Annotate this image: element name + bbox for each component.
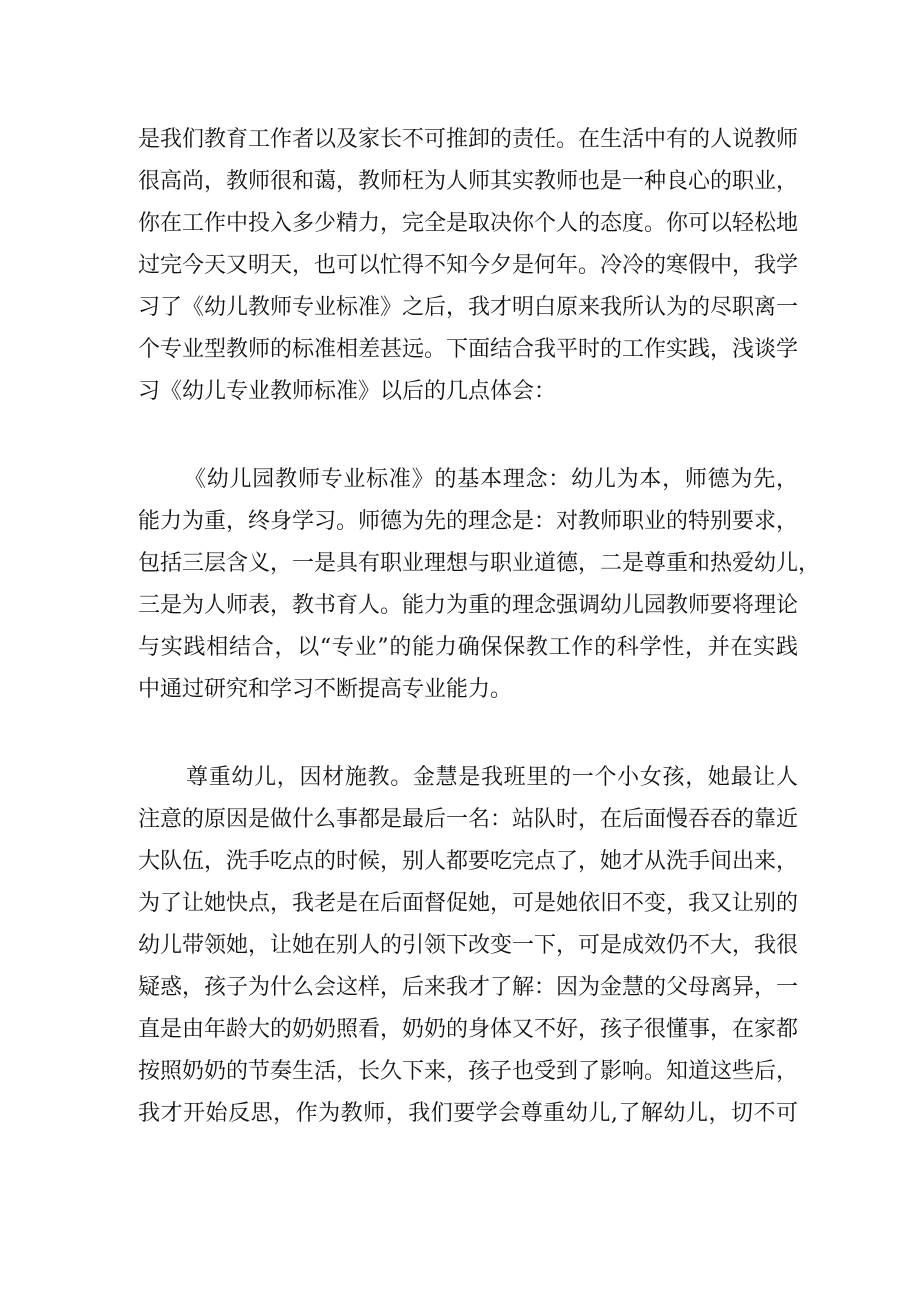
- text-line: 按照奶奶的节奏生活，长久下来，孩子也受到了影响。知道这些后，: [138, 1059, 799, 1084]
- text-line: 大队伍，洗手吃点的时候，别人都要吃完点了，她才从洗手间出来，: [138, 849, 799, 874]
- text-line: 很高尚，教师很和蔼，教师枉为人师其实教师也是一种良心的职业，: [138, 169, 799, 194]
- text-line: 与实践相结合，以“专业”的能力确保保教工作的科学性，并在实践: [138, 635, 798, 660]
- text-line: 习了《幼儿教师专业标准》之后，我才明白原来我所认为的尽职离一: [138, 295, 799, 320]
- paragraph-responsibility: [138, 119, 798, 413]
- text-line: 《幼儿园教师专业标准》的基本理念：幼儿为本，师德为先，: [184, 467, 798, 492]
- text-line: 个专业型教师的标准相差甚远。下面结合我平时的工作实践，浅谈学: [138, 337, 799, 362]
- text-line: 我才开始反思，作为教师，我们要学会尊重幼儿,了解幼儿，切不可: [138, 1101, 798, 1126]
- text-line: 是我们教育工作者以及家长不可推卸的责任。在生活中有的人说教师: [138, 127, 799, 152]
- text-line: 三是为人师表，教书育人。能力为重的理念强调幼儿园教师要将理论: [138, 593, 799, 618]
- text-line: 注意的原因是做什么事都是最后一名：站队时，在后面慢吞吞的靠近: [138, 807, 799, 832]
- text-line: 中通过研究和学习不断提高专业能力。: [138, 677, 513, 702]
- text-line: 疑惑，孩子为什么会这样，后来我才了解：因为金慧的父母离异，一: [138, 975, 799, 1000]
- text-line: 能力为重，终身学习。师德为先的理念是：对教师职业的特别要求，: [138, 509, 799, 534]
- text-line: 幼儿带领她，让她在别人的引领下改变一下，可是成效仍不大，我很: [138, 933, 799, 958]
- paragraph-respect-children: [138, 757, 798, 1135]
- text-line: 直是由年龄大的奶奶照看，奶奶的身体又不好，孩子很懂事，在家都: [138, 1017, 799, 1042]
- text-line: 你在工作中投入多少精力，完全是取决你个人的态度。你可以轻松地: [138, 211, 799, 236]
- text-line: 过完今天又明天，也可以忙得不知今夕是何年。冷冷的寒假中，我学: [138, 253, 799, 278]
- text-line: 为了让她快点，我老是在后面督促她，可是她依旧不变，我又让别的: [138, 891, 799, 916]
- paragraph-basic-concepts: [138, 459, 821, 711]
- text-line: 尊重幼儿，因材施教。金慧是我班里的一个小女孩，她最让人: [186, 765, 798, 790]
- text-line: 包括三层含义，一是具有职业理想与职业道德，二是尊重和热爱幼儿，: [138, 551, 821, 576]
- text-line: 习《幼儿专业教师标准》以后的几点体会：: [138, 379, 557, 404]
